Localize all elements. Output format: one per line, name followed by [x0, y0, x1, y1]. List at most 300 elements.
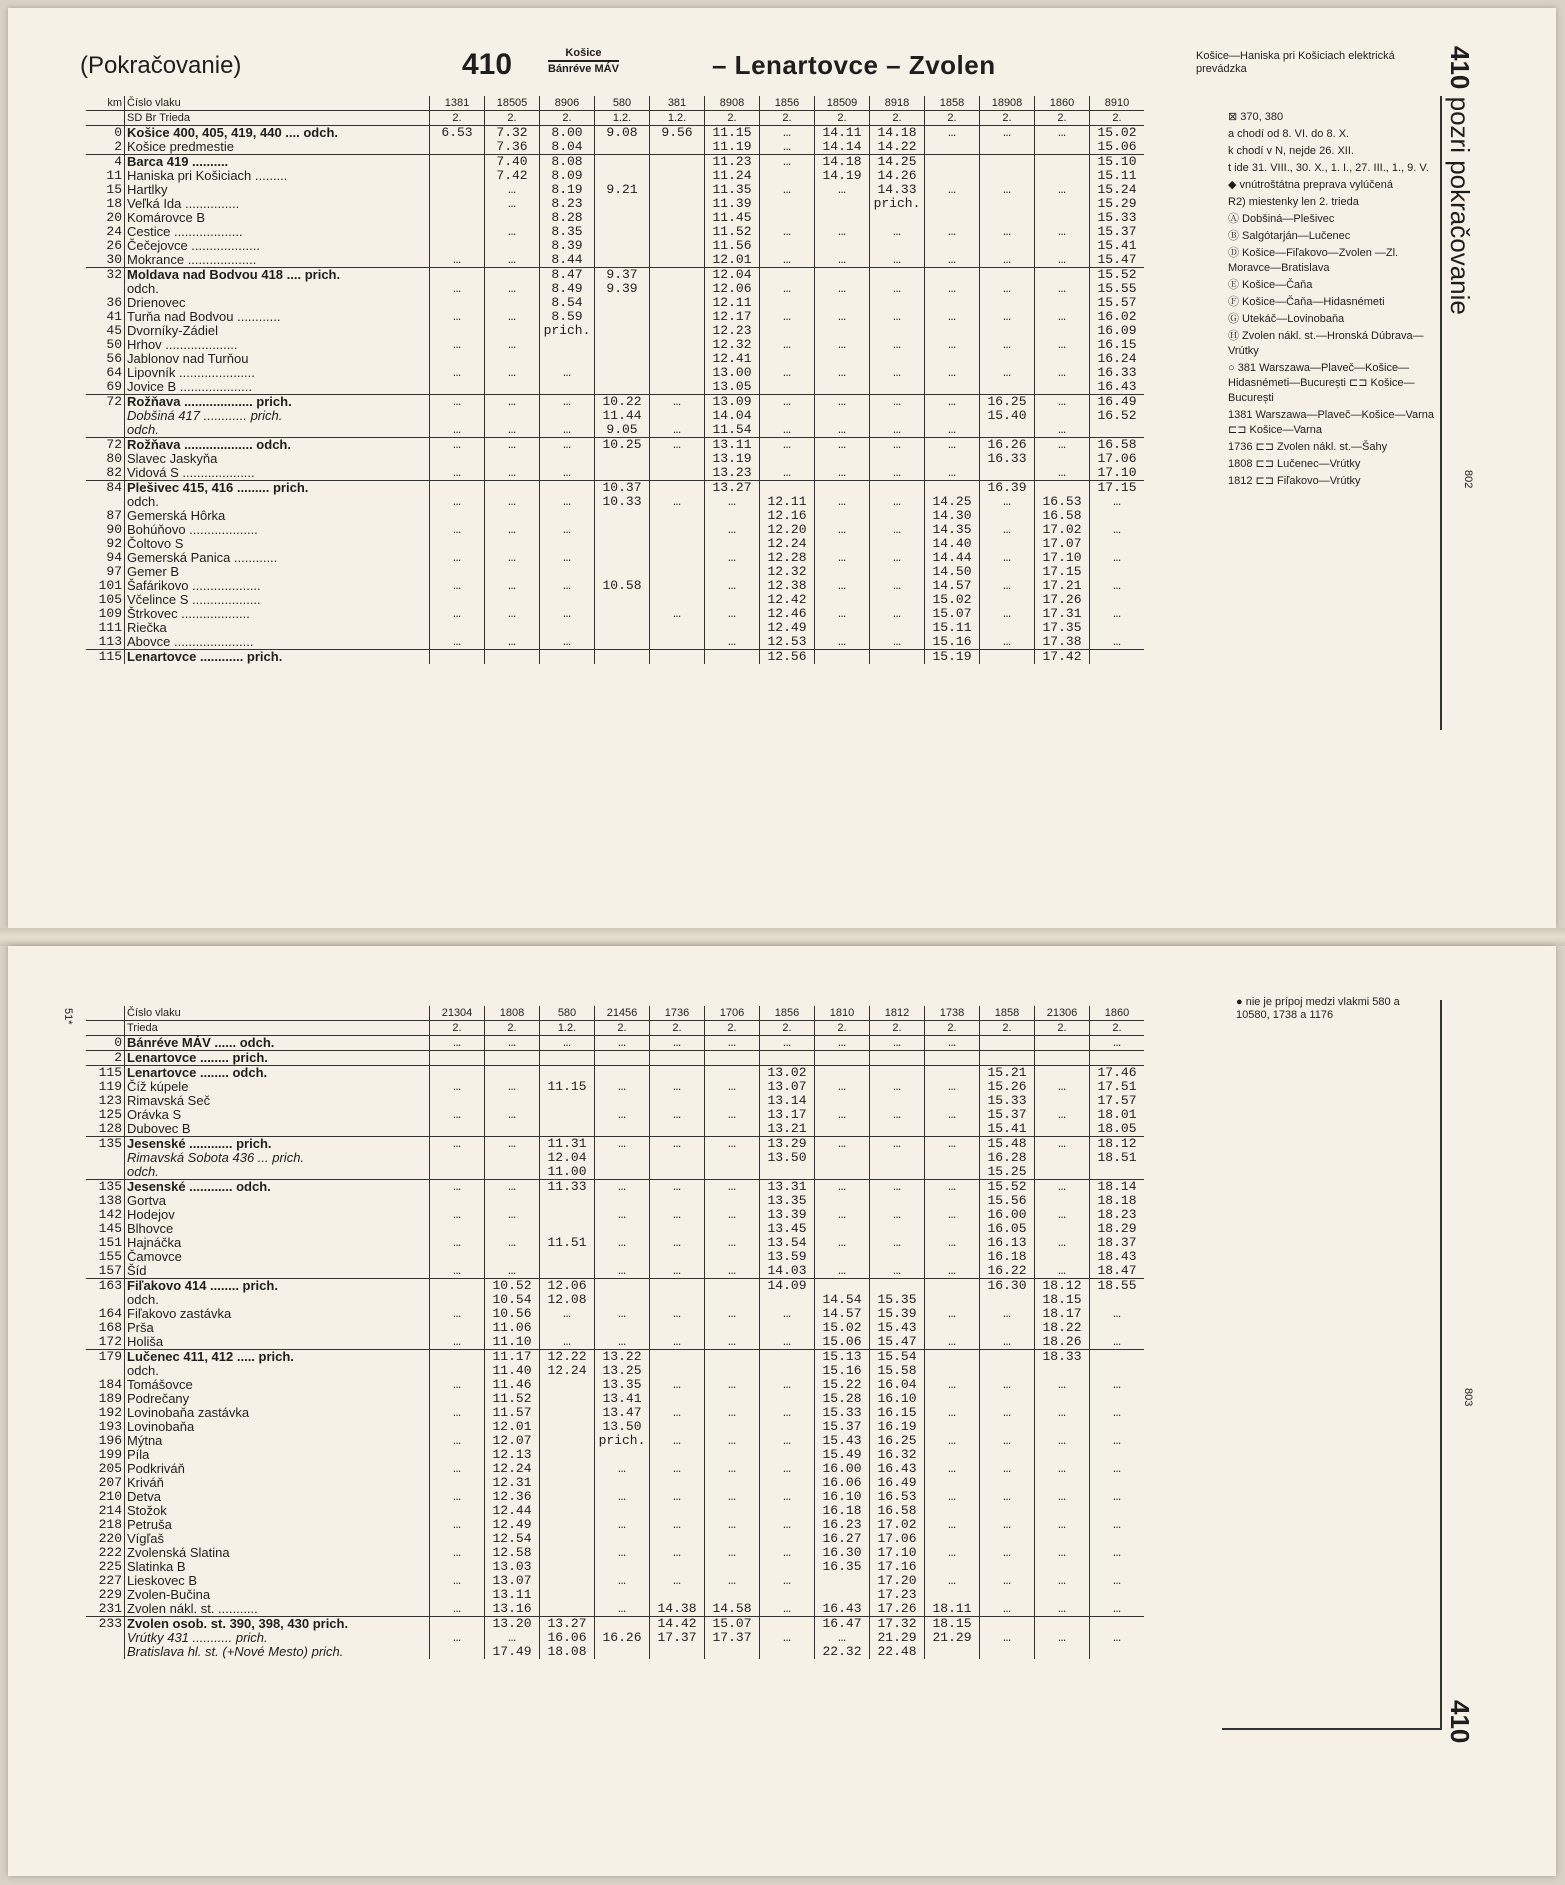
- time-cell: …: [925, 183, 980, 197]
- time-cell: …: [760, 338, 815, 352]
- station-name: Cestice ...................: [125, 225, 430, 239]
- time-cell: [760, 1617, 815, 1632]
- route-bottom: Bánréve MÁV: [548, 60, 619, 76]
- time-cell: [1090, 509, 1145, 523]
- time-cell: [540, 1264, 595, 1279]
- time-cell: [1035, 1036, 1090, 1051]
- station-name: Drienovec: [125, 296, 430, 310]
- time-cell: [650, 1532, 705, 1546]
- time-cell: 13.17: [760, 1108, 815, 1122]
- time-cell: 15.07: [925, 607, 980, 621]
- time-cell: …: [485, 1080, 540, 1094]
- time-cell: …: [925, 1036, 980, 1051]
- km-cell: 2: [114, 139, 122, 154]
- time-cell: …: [1035, 1434, 1090, 1448]
- table-row: [86, 197, 1144, 211]
- time-cell: …: [430, 310, 485, 324]
- class-cell: 2.: [540, 111, 595, 126]
- time-cell: …: [705, 1546, 760, 1560]
- time-cell: [540, 380, 595, 395]
- time-cell: …: [815, 466, 870, 481]
- class-row: [86, 111, 1144, 126]
- station-name: Zvolen-Bučina: [125, 1588, 430, 1602]
- time-cell: [980, 537, 1035, 551]
- time-cell: 13.20: [485, 1617, 540, 1632]
- time-cell: …: [925, 253, 980, 268]
- time-cell: [1035, 452, 1090, 466]
- time-cell: [595, 565, 650, 579]
- table-row: [86, 1180, 1144, 1195]
- time-cell: [485, 1051, 540, 1066]
- time-cell: [1035, 169, 1090, 183]
- time-cell: 16.49: [1090, 395, 1145, 410]
- time-cell: [925, 1066, 980, 1081]
- time-cell: …: [980, 253, 1035, 268]
- time-cell: [485, 1222, 540, 1236]
- time-cell: …: [430, 1335, 485, 1350]
- km-cell: 225: [98, 1559, 122, 1574]
- time-cell: [1090, 537, 1145, 551]
- time-cell: 13.09: [705, 395, 760, 410]
- time-cell: [595, 1617, 650, 1632]
- time-cell: [540, 1434, 595, 1448]
- station-name: Blhovce: [125, 1222, 430, 1236]
- time-cell: [595, 1051, 650, 1066]
- train-number: 1858: [980, 1006, 1035, 1021]
- time-cell: 10.25: [595, 438, 650, 453]
- time-cell: [430, 1476, 485, 1490]
- time-cell: …: [430, 1080, 485, 1094]
- time-cell: [650, 1588, 705, 1602]
- station-name: Moldava nad Bodvou 418 .... prich.: [125, 268, 430, 283]
- km-cell: 189: [98, 1391, 122, 1406]
- time-cell: [485, 650, 540, 665]
- time-cell: 15.02: [925, 593, 980, 607]
- time-cell: …: [540, 579, 595, 593]
- time-cell: [980, 1532, 1035, 1546]
- time-cell: 13.05: [705, 380, 760, 395]
- km-cell: [86, 111, 125, 126]
- time-cell: [925, 211, 980, 225]
- time-cell: 13.16: [485, 1602, 540, 1617]
- time-cell: 16.30: [815, 1546, 870, 1560]
- time-cell: 15.56: [980, 1194, 1035, 1208]
- time-cell: [540, 338, 595, 352]
- table-row: [86, 366, 1144, 380]
- time-cell: [1035, 140, 1090, 155]
- time-cell: [925, 155, 980, 170]
- time-cell: [705, 1420, 760, 1434]
- time-cell: [980, 1051, 1035, 1066]
- table-row: [86, 338, 1144, 352]
- time-cell: 13.14: [760, 1094, 815, 1108]
- side-table-number: 410 pozri pokračovanie: [1445, 46, 1475, 315]
- km-cell: 135: [86, 1180, 125, 1195]
- station-name: Košice predmestie: [125, 140, 430, 155]
- class-cell: 2.: [760, 111, 815, 126]
- time-cell: [925, 452, 980, 466]
- time-cell: [650, 352, 705, 366]
- station-name: Komárovce B: [125, 211, 430, 225]
- time-cell: …: [925, 466, 980, 481]
- time-cell: 17.42: [1035, 650, 1090, 665]
- time-cell: …: [430, 338, 485, 352]
- time-cell: [540, 1518, 595, 1532]
- table-row: [86, 1137, 1144, 1152]
- train-number: 18505: [485, 96, 540, 111]
- time-cell: [485, 1194, 540, 1208]
- time-cell: 12.46: [760, 607, 815, 621]
- time-cell: [540, 409, 595, 423]
- station-name: Bohúňovo ...................: [125, 523, 430, 537]
- station-name: Lenartovce ........ odch.: [125, 1066, 430, 1081]
- time-cell: [760, 239, 815, 253]
- station-name: Číž kúpele: [125, 1080, 430, 1094]
- time-cell: 8.19: [540, 183, 595, 197]
- time-cell: [1035, 1392, 1090, 1406]
- table-row: [86, 1420, 1144, 1434]
- time-cell: …: [815, 423, 870, 438]
- time-cell: [925, 197, 980, 211]
- time-cell: [485, 239, 540, 253]
- time-cell: [595, 380, 650, 395]
- time-cell: [595, 169, 650, 183]
- time-cell: [650, 211, 705, 225]
- km-cell: 111: [98, 620, 122, 635]
- time-cell: 14.30: [925, 509, 980, 523]
- time-cell: 12.58: [485, 1546, 540, 1560]
- time-cell: [1035, 1560, 1090, 1574]
- table-row: [86, 395, 1144, 410]
- time-cell: …: [1035, 395, 1090, 410]
- time-cell: …: [1090, 1378, 1145, 1392]
- time-cell: [1090, 1617, 1145, 1632]
- time-cell: 11.06: [485, 1321, 540, 1335]
- time-cell: …: [760, 466, 815, 481]
- time-cell: 22.32: [815, 1645, 870, 1659]
- time-cell: [1035, 239, 1090, 253]
- time-cell: 16.58: [1090, 438, 1145, 453]
- time-cell: [815, 621, 870, 635]
- time-cell: [925, 1222, 980, 1236]
- time-cell: 15.33: [980, 1094, 1035, 1108]
- time-cell: [485, 296, 540, 310]
- time-cell: 12.01: [705, 253, 760, 268]
- table-row: [86, 140, 1144, 155]
- time-cell: 15.47: [1090, 253, 1145, 268]
- time-cell: 8.44: [540, 253, 595, 268]
- table-row: [86, 1151, 1144, 1165]
- time-cell: …: [815, 495, 870, 509]
- time-cell: …: [430, 282, 485, 296]
- time-cell: …: [1035, 1406, 1090, 1420]
- time-cell: [815, 268, 870, 283]
- km-cell: [86, 1364, 125, 1378]
- time-cell: …: [925, 1208, 980, 1222]
- time-cell: …: [1090, 1574, 1145, 1588]
- time-cell: [595, 211, 650, 225]
- time-cell: [650, 635, 705, 650]
- time-cell: …: [925, 1180, 980, 1195]
- class-cell: 2.: [705, 1021, 760, 1036]
- time-cell: 15.02: [815, 1321, 870, 1335]
- time-cell: 15.48: [980, 1137, 1035, 1152]
- time-cell: …: [980, 523, 1035, 537]
- time-cell: …: [485, 635, 540, 650]
- time-cell: [815, 1151, 870, 1165]
- km-cell: 193: [98, 1419, 122, 1434]
- timetable-top: [86, 96, 1144, 664]
- time-cell: [540, 565, 595, 579]
- time-cell: …: [760, 1378, 815, 1392]
- km-cell: [86, 1165, 125, 1180]
- time-cell: …: [1090, 635, 1145, 650]
- time-cell: 15.37: [980, 1108, 1035, 1122]
- time-cell: …: [540, 495, 595, 509]
- time-cell: 17.26: [1035, 593, 1090, 607]
- station-name: Slatinka B: [125, 1560, 430, 1574]
- time-cell: [980, 140, 1035, 155]
- time-cell: …: [1035, 1378, 1090, 1392]
- time-cell: 13.23: [705, 466, 760, 481]
- station-name: Haniska pri Košiciach .........: [125, 169, 430, 183]
- km-cell: 207: [98, 1475, 122, 1490]
- train-number: 1856: [760, 96, 815, 111]
- table-row: [86, 565, 1144, 579]
- time-cell: [595, 466, 650, 481]
- time-cell: …: [650, 1574, 705, 1588]
- table-row: [86, 1378, 1144, 1392]
- time-cell: 13.45: [760, 1222, 815, 1236]
- km-cell: 128: [98, 1121, 122, 1136]
- time-cell: [980, 1448, 1035, 1462]
- time-cell: …: [430, 1378, 485, 1392]
- time-cell: 12.01: [485, 1420, 540, 1434]
- station-name: Mýtna: [125, 1434, 430, 1448]
- time-cell: [650, 197, 705, 211]
- time-cell: 15.21: [980, 1066, 1035, 1081]
- time-cell: 17.16: [870, 1560, 925, 1574]
- time-cell: [650, 509, 705, 523]
- time-cell: 7.42: [485, 169, 540, 183]
- time-cell: 7.32: [485, 126, 540, 141]
- time-cell: 21.29: [870, 1631, 925, 1645]
- time-cell: [1035, 481, 1090, 496]
- time-cell: [595, 593, 650, 607]
- time-cell: [1090, 1364, 1145, 1378]
- time-cell: 10.56: [485, 1307, 540, 1321]
- time-cell: [1090, 1420, 1145, 1434]
- time-cell: [980, 565, 1035, 579]
- time-cell: 18.18: [1090, 1194, 1145, 1208]
- time-cell: [430, 565, 485, 579]
- time-cell: [760, 1321, 815, 1335]
- time-cell: …: [760, 1546, 815, 1560]
- time-cell: 18.05: [1090, 1122, 1145, 1137]
- time-cell: 11.46: [485, 1378, 540, 1392]
- time-cell: …: [980, 183, 1035, 197]
- time-cell: [595, 537, 650, 551]
- time-cell: [430, 1420, 485, 1434]
- time-cell: [540, 1490, 595, 1504]
- table-row: [86, 268, 1144, 283]
- time-cell: …: [650, 1462, 705, 1476]
- time-cell: …: [760, 395, 815, 410]
- time-cell: [980, 1617, 1035, 1632]
- time-cell: 18.26: [1035, 1335, 1090, 1350]
- time-cell: 18.33: [1035, 1350, 1090, 1365]
- time-cell: 13.50: [760, 1151, 815, 1165]
- time-cell: 16.58: [1035, 509, 1090, 523]
- time-cell: [925, 1350, 980, 1365]
- time-cell: [650, 1560, 705, 1574]
- time-cell: [925, 296, 980, 310]
- train-number: 1812: [870, 1006, 925, 1021]
- time-cell: [980, 155, 1035, 170]
- time-cell: [430, 1222, 485, 1236]
- km-cell: [86, 1151, 125, 1165]
- time-cell: 16.10: [870, 1392, 925, 1406]
- time-cell: [650, 1094, 705, 1108]
- km-cell: 119: [98, 1079, 122, 1094]
- time-cell: [595, 523, 650, 537]
- class-cell: 2.: [1035, 1021, 1090, 1036]
- table-row: [86, 621, 1144, 635]
- time-cell: 15.06: [815, 1335, 870, 1350]
- time-cell: 13.19: [705, 452, 760, 466]
- station-name: Včelince S ...................: [125, 593, 430, 607]
- time-cell: 16.23: [815, 1518, 870, 1532]
- time-cell: [430, 1532, 485, 1546]
- time-cell: …: [705, 1080, 760, 1094]
- time-cell: [1035, 1364, 1090, 1378]
- time-cell: [925, 1588, 980, 1602]
- time-cell: [925, 481, 980, 496]
- time-cell: 13.47: [595, 1406, 650, 1420]
- time-cell: 16.15: [870, 1406, 925, 1420]
- time-cell: …: [705, 607, 760, 621]
- time-cell: …: [815, 225, 870, 239]
- time-cell: 8.28: [540, 211, 595, 225]
- time-cell: 15.57: [1090, 296, 1145, 310]
- time-cell: [1035, 1645, 1090, 1659]
- time-cell: [540, 1476, 595, 1490]
- time-cell: …: [705, 1434, 760, 1448]
- time-cell: 12.56: [760, 650, 815, 665]
- time-cell: [925, 1476, 980, 1490]
- time-cell: [925, 1560, 980, 1574]
- continuation-label: (Pokračovanie): [80, 52, 242, 79]
- time-cell: 16.25: [870, 1434, 925, 1448]
- table-row: [86, 1602, 1144, 1617]
- km-cell: 30: [106, 252, 122, 267]
- time-cell: 16.43: [870, 1462, 925, 1476]
- km-cell: 92: [106, 536, 122, 551]
- time-cell: 12.49: [485, 1518, 540, 1532]
- time-cell: [540, 1321, 595, 1335]
- time-cell: 11.56: [705, 239, 760, 253]
- time-cell: 11.51: [540, 1236, 595, 1250]
- time-cell: [705, 593, 760, 607]
- time-cell: 11.23: [705, 155, 760, 170]
- time-cell: 17.10: [1090, 466, 1145, 481]
- time-cell: 12.53: [760, 635, 815, 650]
- km-cell: 45: [106, 323, 122, 338]
- station-name: Vígľaš: [125, 1532, 430, 1546]
- time-cell: …: [595, 1080, 650, 1094]
- time-cell: [1035, 155, 1090, 170]
- station-name: Gortva: [125, 1194, 430, 1208]
- time-cell: …: [870, 1108, 925, 1122]
- time-cell: [705, 1279, 760, 1294]
- time-cell: 17.21: [1035, 579, 1090, 593]
- time-cell: [430, 1122, 485, 1137]
- time-cell: …: [430, 607, 485, 621]
- time-cell: …: [650, 1236, 705, 1250]
- time-cell: 18.51: [1090, 1151, 1145, 1165]
- time-cell: 16.15: [1090, 338, 1145, 352]
- time-cell: …: [760, 1406, 815, 1420]
- time-cell: …: [650, 1378, 705, 1392]
- time-cell: …: [705, 1108, 760, 1122]
- time-cell: [870, 324, 925, 338]
- time-cell: [925, 1364, 980, 1378]
- time-cell: …: [540, 466, 595, 481]
- time-cell: …: [870, 253, 925, 268]
- time-cell: [650, 409, 705, 423]
- time-cell: [485, 1094, 540, 1108]
- time-cell: [980, 380, 1035, 395]
- time-cell: [870, 481, 925, 496]
- time-cell: [815, 1051, 870, 1066]
- station-name: Hartlky: [125, 183, 430, 197]
- time-cell: [980, 296, 1035, 310]
- time-cell: 13.27: [540, 1617, 595, 1632]
- time-cell: [595, 1122, 650, 1137]
- station-name: Čečejovce ...................: [125, 239, 430, 253]
- time-cell: …: [595, 1546, 650, 1560]
- time-cell: 21.29: [925, 1631, 980, 1645]
- time-cell: 8.09: [540, 169, 595, 183]
- time-cell: 12.31: [485, 1476, 540, 1490]
- time-cell: [1035, 1532, 1090, 1546]
- time-cell: 13.27: [705, 481, 760, 496]
- km-cell: [86, 409, 125, 423]
- time-cell: …: [540, 1036, 595, 1051]
- km-cell: 151: [98, 1235, 122, 1250]
- time-cell: 15.37: [815, 1420, 870, 1434]
- time-cell: 17.15: [1035, 565, 1090, 579]
- time-cell: [870, 409, 925, 423]
- time-cell: [540, 1560, 595, 1574]
- time-cell: 16.18: [815, 1504, 870, 1518]
- time-cell: [1035, 197, 1090, 211]
- time-cell: [980, 650, 1035, 665]
- time-cell: [430, 352, 485, 366]
- time-cell: 14.42: [650, 1617, 705, 1632]
- time-cell: [650, 1476, 705, 1490]
- time-cell: 15.39: [870, 1307, 925, 1321]
- time-cell: [430, 380, 485, 395]
- time-cell: …: [980, 1307, 1035, 1321]
- km-cell: 18: [106, 196, 122, 211]
- time-cell: [705, 1066, 760, 1081]
- time-cell: …: [925, 1137, 980, 1152]
- time-cell: [430, 1051, 485, 1066]
- train-number: 1381: [430, 96, 485, 111]
- time-cell: …: [595, 1574, 650, 1588]
- time-cell: …: [1035, 1264, 1090, 1279]
